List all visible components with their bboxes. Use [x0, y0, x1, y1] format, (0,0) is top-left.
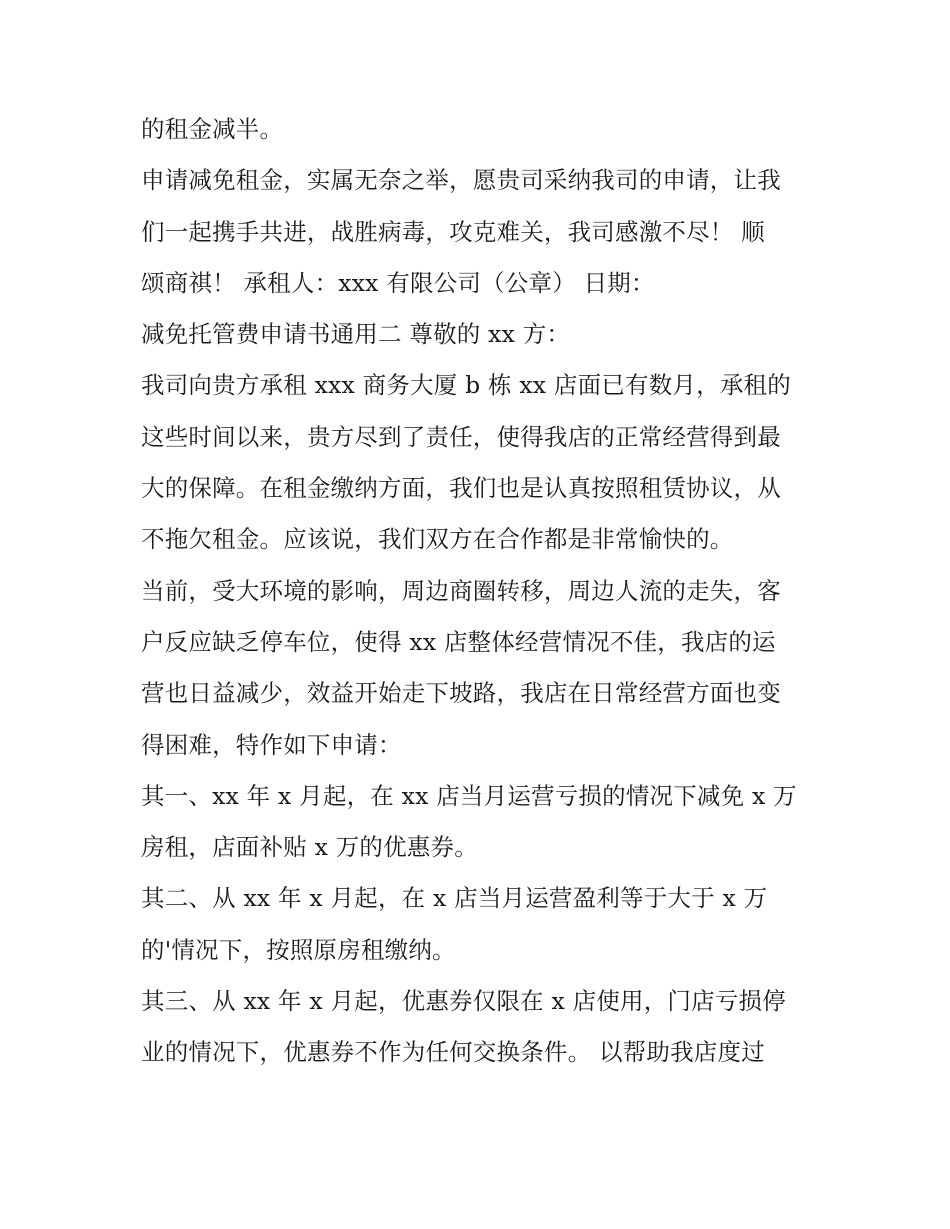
text-line: 营也日益减少，效益开始走下坡路，我店在日常经营方面也变: [141, 679, 781, 708]
list-item-line: 的'情况下，按照原房租缴纳。: [141, 935, 456, 964]
text-line: 户反应缺乏停车位，使得 xx 店整体经营情况不佳，我店的运: [141, 627, 776, 656]
list-item-line: 房租，店面补贴 x 万的优惠券。: [141, 833, 478, 862]
list-item-line: 其三、从 xx 年 x 月起，优惠券仅限在 x 店使用，门店亏损停: [141, 987, 786, 1016]
text-line: 不拖欠租金。应该说，我们双方在合作都是非常愉快的。: [141, 525, 734, 554]
document-body: [141, 104, 821, 1079]
text-line: 的租金减半。: [141, 115, 284, 143]
text-line: 们一起携手共进，战胜病毒，攻克难关，我司感激不尽！ 顺: [141, 217, 765, 246]
text-line: 当前，受大环境的影响，周边商圈转移，周边人流的走失，客: [141, 576, 781, 605]
text-line: 这些时间以来，贵方尽到了责任，使得我店的正常经营得到最: [141, 422, 781, 451]
text-line: 申请减免租金，实属无奈之举，愿贵司采纳我司的申请，让我: [141, 166, 781, 195]
text-line: 颂商祺！ 承租人：xxx 有限公司（公章） 日期：: [141, 268, 655, 297]
text-line: 得困难，特作如下申请：: [141, 730, 402, 759]
text-line: 大的保障。在租金缴纳方面，我们也是认真按照租赁协议，从: [141, 474, 781, 503]
section-heading-line: 减免托管费申请书通用二 尊敬的 xx 方：: [141, 320, 571, 349]
list-item-line: 业的情况下，优惠券不作为任何交换条件。 以帮助我店度过: [141, 1038, 765, 1067]
text-line: 我司向贵方承租 xxx 商务大厦 b 栋 xx 店面已有数月，承租的: [141, 371, 791, 400]
list-item-line: 其一、xx 年 x 月起，在 xx 店当月运营亏损的情况下减免 x 万: [141, 781, 797, 810]
list-item-line: 其二、从 xx 年 x 月起，在 x 店当月运营盈利等于大于 x 万: [141, 884, 768, 913]
